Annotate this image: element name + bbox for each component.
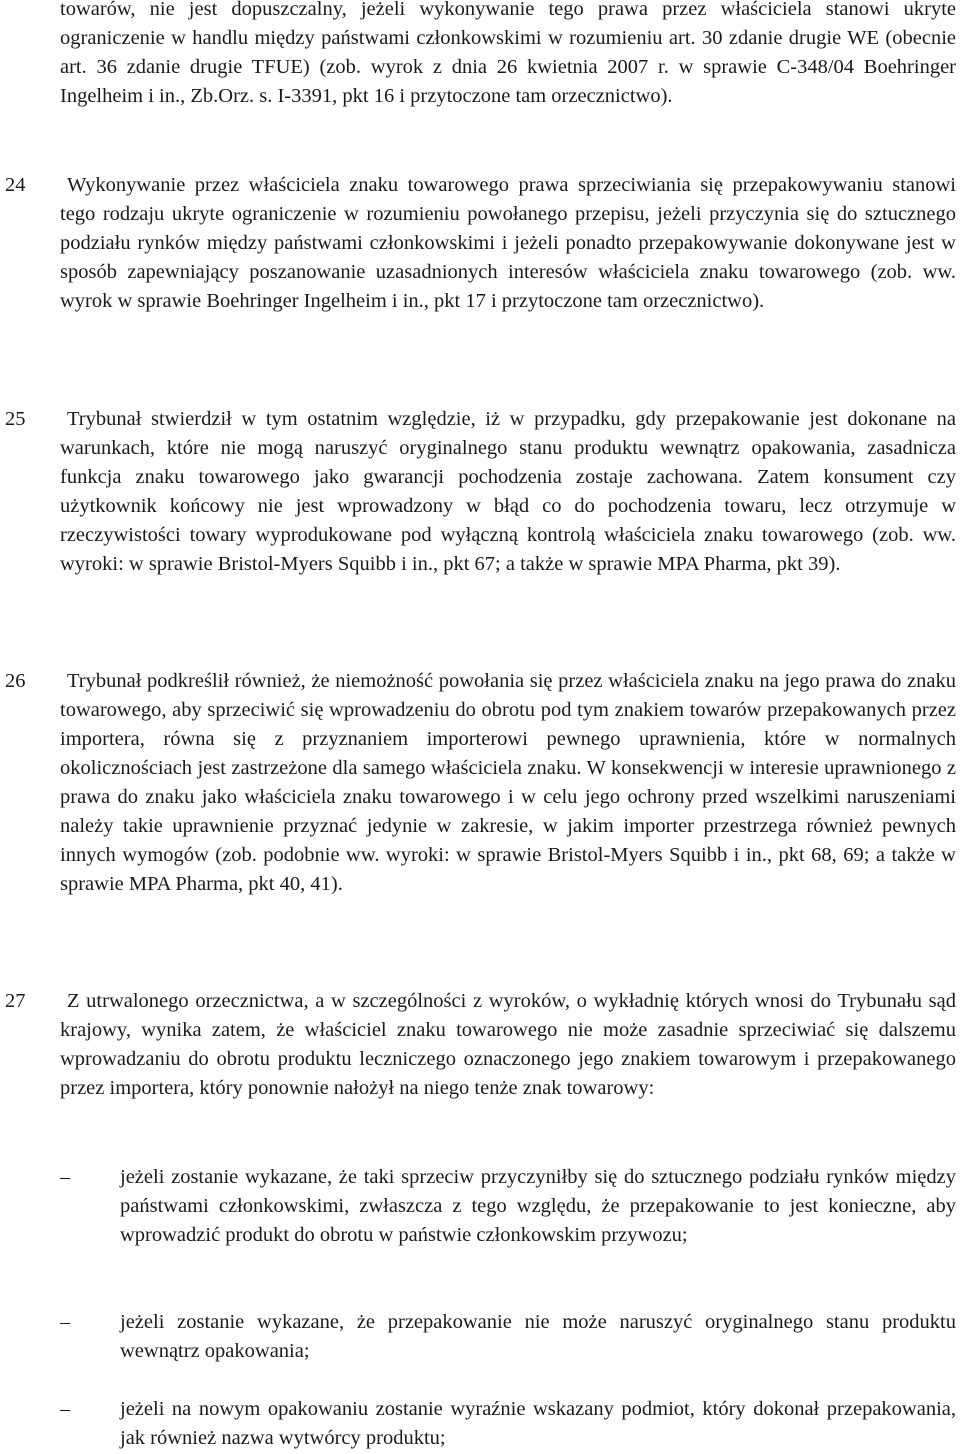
paragraph-text: Trybunał podkreślił również, że niemożność powołania się przez właściciela znaku na jego prawa do znaku towarowego, aby sprzeciwić się wprowadzeniu do obrotu pod tym znakiem towarów przepakowanych przez importera, równa się z przyznaniem importerowi pewnego uprawnienia, które w normalnych okolicznościach jest zastrzeżone dla samego właściciela znaku. W konsekwencji w interesie uprawnionego z prawa do znaku jako właściciela znaku towarowego i w celu jego ochrony przed wszelkimi naruszeniami należy takie uprawnienie przyznać jedynie w zakresie, w jakim importer przestrzega również pewnych innych wymogów (zob. podobnie ww. wyroki: w sprawie Bristol-Myers Squibb i in., pkt 68, 69; a także w sprawie MPA Pharma, pkt 40, 41). [60,670,956,895]
paragraph-number: 26 [5,670,26,692]
dash-bullet: – [60,1166,71,1188]
paragraph-text: Wykonywanie przez właściciela znaku towarowego prawa sprzeciwiania się przepakowywaniu stanowi tego rodzaju ukryte ograniczenie w rozumieniu powołanego przepisu, jeżeli przyczynia się do sztucznego podziału rynków między państwami członkowskimi i jeżeli ponadto przepakowywanie dokonywane jest w sposób zapewniający poszanowanie uzasadnionych interesów właściciela znaku towarowego (zob. ww. wyrok w sprawie Boehringer Ingelheim i in., pkt 17 i przytoczone tam orzecznictwo). [60,174,956,312]
paragraph-text: Trybunał stwierdził w tym ostatnim względzie, iż w przypadku, gdy przepakowanie jest dokonane na warunkach, które nie mogą naruszyć oryginalnego stanu produktu wewnątrz opakowania, zasadnicza funkcja znaku towarowego jako gwarancji pochodzenia zostaje zachowana. Zatem konsument czy użytkownik końcowy nie jest wprowadzony w błąd co do pochodzenia towaru, lecz otrzymuje w rzeczywistości towary wyprodukowane pod wyłączną kontrolą właściciela znaku towarowego (zob. ww. wyroki: w sprawie Bristol-Myers Squibb i in., pkt 67; a także w sprawie MPA Pharma, pkt 39). [60,408,956,575]
paragraph-number: 27 [5,990,26,1012]
dash-list-item [60,1163,956,1250]
dash-list-item [60,1395,956,1453]
paragraph-number: 25 [5,408,26,430]
dash-bullet: – [60,1398,71,1420]
paragraph-25 [5,405,956,579]
paragraph-24 [5,171,956,316]
dash-item-text: jeżeli zostanie wykazane, że przepakowanie nie może naruszyć oryginalnego stanu produktu wewnątrz opakowania; [120,1311,956,1362]
paragraph-26 [5,667,956,899]
dash-list-item [60,1308,956,1366]
continuation-paragraph: towarów, nie jest dopuszczalny, jeżeli wykonywanie tego prawa przez właściciela stanowi ukryte ograniczenie w handlu między państwami członkowskimi w rozumieniu art. 30 zdanie drugie WE (obecnie art. 36 zdanie drugie TFUE) (zob. wyrok z dnia 26 kwietnia 2007 r. w sprawie C-348/04 Boehringer Ingelheim i in., Zb.Orz. s. I-3391, pkt 16 i przytoczone tam orzecznictwo). [60,0,956,107]
dash-bullet: – [60,1311,71,1333]
paragraph-number: 24 [5,174,26,196]
dash-item-text: jeżeli zostanie wykazane, że taki sprzeciw przyczyniłby się do sztucznego podziału rynków między państwami członkowskimi, zwłaszcza z tego względu, że przepakowanie to jest konieczne, aby wprowadzić produkt do obrotu w państwie członkowskim przywozu; [120,1166,956,1246]
dash-item-text: jeżeli na nowym opakowaniu zostanie wyraźnie wskazany podmiot, który dokonał przepakowania, jak również nazwa wytwórcy produktu; [120,1398,956,1449]
paragraph-27 [5,987,956,1103]
paragraph-text: Z utrwalonego orzecznictwa, a w szczególności z wyroków, o wykładnię których wnosi do Trybunału sąd krajowy, wynika zatem, że właściciel znaku towarowego nie może zasadnie sprzeciwiać się dalszemu wprowadzaniu do obrotu produktu leczniczego oznaczonego jego znakiem towarowym i przepakowanego przez importera, który ponownie nałożył na niego tenże znak towarowy: [60,990,956,1099]
